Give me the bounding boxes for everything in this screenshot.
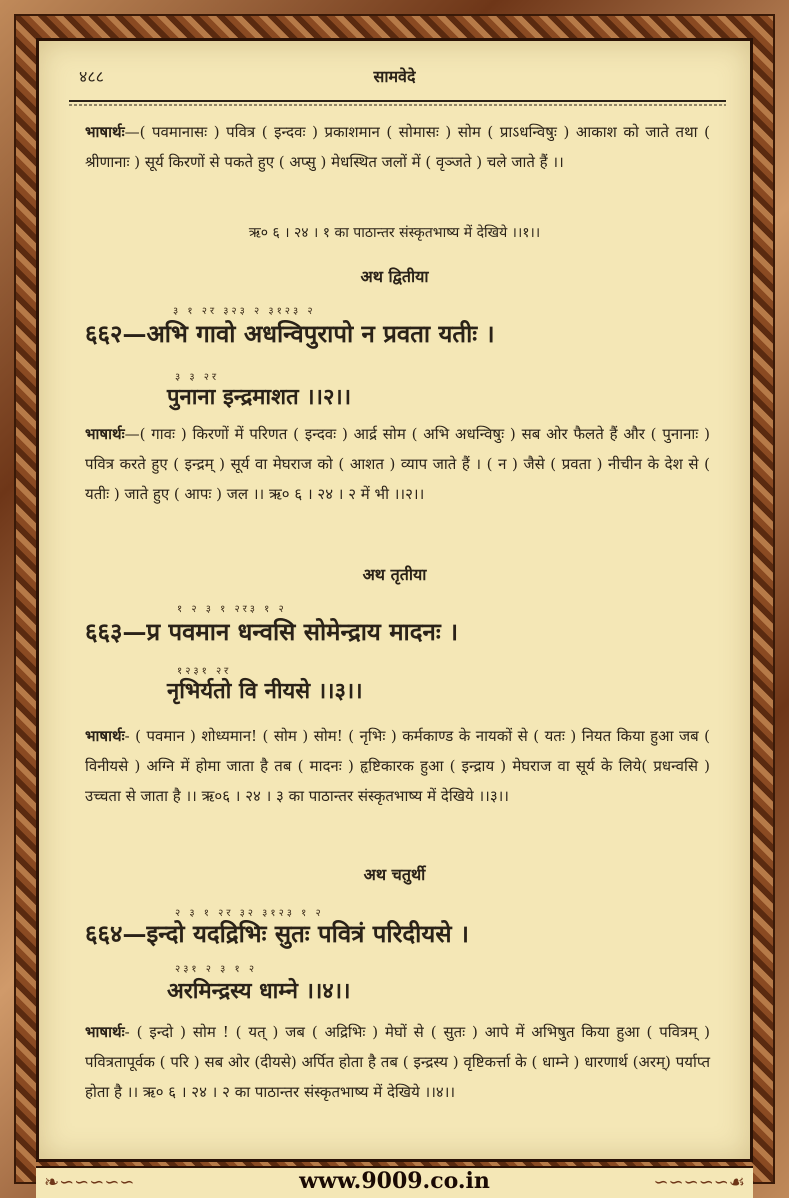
site-url-link[interactable]: www.9009.co.in: [299, 1168, 490, 1194]
verse-663-line1: ६६३—प्र पवमान धन्वसि सोमेन्द्राय मादनः ।: [85, 617, 459, 646]
scripture-page: [36, 38, 753, 1162]
book-title: सामवेदे: [373, 67, 416, 86]
verse-664-line2: अरमिन्द्रस्य धाम्ने ।।४।।: [167, 978, 351, 1004]
verse-heading-3: अथ तृतीया: [362, 565, 427, 584]
meaning-paragraph-3: [85, 721, 710, 811]
meaning-paragraph-2: [85, 419, 710, 509]
meaning-paragraph-1: [85, 117, 710, 177]
accent-marks: २३१ २ ३ १ २: [175, 964, 258, 975]
meaning-text: - ( पवमान ) शोध्यमान! ( सोम ) सोम! ( नृभिः ) कर्मकाण्ड के नायकों से ( यतः ) नियत किया हुआ जब ( विनीयसे ) अग्नि में होमा जाता है तब ( मादनः ) हृष्टिकारक हुआ ( इन्द्राय ) मेघराज वा सूर्य के लिये( प्रधन्वसि ) उच्चता से जाता है ।। ऋ०६ । २४ । ३ का पाठान्तर संस्कृतभाष्य में देखिये ।।३।।: [85, 727, 710, 805]
accent-marks: १२३१ २र: [177, 666, 232, 677]
verse-663-line2: नृभिर्यतो वि नीयसे ।।३।।: [167, 678, 363, 704]
accent-marks: ३ १ २र ३२३ २ ३१२३ २: [173, 306, 316, 317]
accent-marks: १ २ ३ १ २र३ १ २: [177, 604, 287, 615]
accent-marks: ३ ३ २र: [175, 372, 220, 383]
header-divider: [69, 99, 720, 107]
meaning-text: —( पवमानासः ) पवित्र ( इन्दवः ) प्रकाशमान ( सोमासः ) सोम ( प्राऽधन्विषुः ) आकाश को जाते तथा ( श्रीणानाः ) सूर्य किरणों से पकते हुए ( अप्सु ) मेधस्थित जलों में ( वृञ्जते ) चले जाते हैं ।।: [85, 123, 710, 171]
meaning-label: भाषार्थः: [85, 123, 125, 141]
meaning-text: —( गावः ) किरणों में परिणत ( इन्दवः ) आर्द्र सोम ( अभि अधन्विषुः ) सब ओर फैलते हैं और ( पुनानाः ) पवित्र करते हुए ( इन्द्रम् ) सूर्य वा मेघराज को ( आशत ) व्याप जाते हैं । ( न ) जैसे ( प्रवता ) नीचीन के देश से ( यतीः ) जाते हुए ( आपः ) जल ।। ऋ० ६ । २४ । २ में भी ।।२।।: [85, 425, 710, 503]
swirl-ornament-icon: ∽∽∽∽∽☙: [653, 1172, 745, 1193]
footer-strip: [36, 1166, 753, 1198]
swirl-ornament-icon: ❧∽∽∽∽∽: [44, 1172, 135, 1193]
meaning-paragraph-4: [85, 1017, 710, 1107]
reference-note-1: ऋ० ६ । २४ । १ का पाठान्तर संस्कृतभाष्य में देखिये ।।१।।: [248, 225, 541, 241]
meaning-label: भाषार्थः: [85, 727, 125, 745]
page-number: ४८८: [79, 67, 104, 86]
verse-heading-2: अथ द्वितीया: [360, 267, 429, 286]
meaning-text: - ( इन्दो ) सोम ! ( यत् ) जब ( अद्रिभिः ) मेघों से ( सुतः ) आपे में अभिषुत किया हुआ ( पवित्रम् ) पवित्रतापूर्वक ( परि ) सब ओर (दीयसे) अर्पित होता है तब ( इन्द्रस्य ) वृष्टिकर्त्ता के ( धाम्ने ) धारणार्थ (अरम्) पर्याप्त होता है ।। ऋ० ६ । २४ । २ का पाठान्तर संस्कृतभाष्य में देखिये ।।४।।: [85, 1023, 710, 1101]
verse-heading-4: अथ चतुर्थी: [363, 865, 426, 884]
verse-662-line1: ६६२—अभि गावो अधन्विपुरापो न प्रवता यतीः ।: [85, 319, 495, 348]
verse-662-line2: पुनाना इन्द्रमाशत ।।२।।: [167, 384, 352, 410]
meaning-label: भाषार्थः: [85, 1023, 125, 1041]
meaning-label: भाषार्थः: [85, 425, 125, 443]
accent-marks: २ ३ १ २र ३२ ३१२३ १ २: [175, 908, 324, 919]
verse-664-line1: ६६४—इन्दो यदद्रिभिः सुतः पवित्रं परिदीयसे ।: [85, 919, 469, 948]
page-header: [39, 65, 750, 89]
